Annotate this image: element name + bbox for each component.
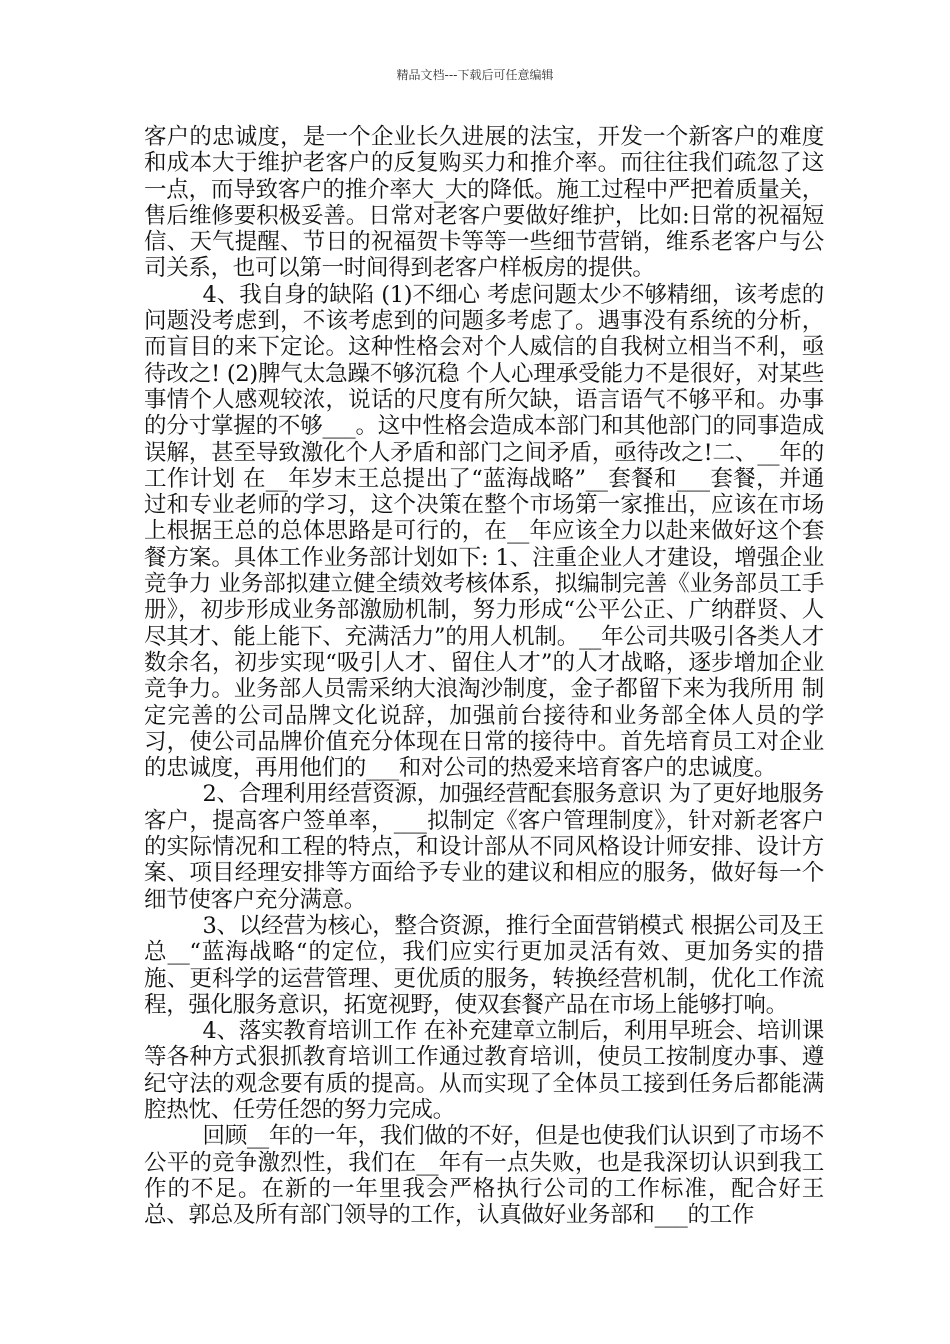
document-body <box>144 124 824 1228</box>
paragraph-personal-shortcomings: 4、我自身的缺陷 (1)不细心 考虑问题太少不够精细，该考虑的问题没考虑到，不该考虑到的问题多考虑了。遇事没有系统的分析，而盲目的来下定论。这种性格会对个人威信的自我树立相当不利，亟待改之! (2)脾气太急躁不够沉稳 个人心理承受能力不是很好，对某些事情个人感观较浓，说话的尺度有所欠缺，语言语气不够平和。办事的分寸掌握的不够___。这中性格会造成本部门和其他部门的同事造成误解，甚至导致激化个人矛盾和部门之间矛盾，亟待改之!二、__年的工作计划 在__年岁末王总提出了“蓝海战略”__套餐和___套餐，并通过和专业老师的学习，这个决策在整个市场第一家推出，应该在市场上根据王总的总体思路是可行的，在__年应该全力以赴来做好这个套餐方案。具体工作业务部计划如下: 1、注重企业人才建设，增强企业竞争力 业务部拟建立健全绩效考核体系，拟编制完善《业务部员工手册》，初步形成业务部激励机制，努力形成“公平公正、广纳群贤、人尽其才、能上能下、充满活力”的用人机制。__年公司共吸引各类人才数余名，初步实现“吸引人才、留住人才”的人才战略，逐步增加企业竞争力。业务部人员需采纳大浪淘沙制度，金子都留下来为我所用 制定完善的公司品牌文化说辞，加强前台接待和业务部全体人员的学习，使公司品牌价值充分体现在日常的接待中。首先培育员工对企业的忠诚度，再用他们的___和对公司的热爱来培育客户的忠诚度。 <box>144 281 824 782</box>
paragraph-resource-utilization: 2、合理利用经营资源，加强经营配套服务意识 为了更好地服务客户，提高客户签单率，___拟制定《客户管理制度》，针对新老客户的实际情况和工程的特点，和设计部从不同风格设计师安排、设计方案、项目经理安排等方面给予专业的建议和相应的服务，做好每一个细节使客户充分满意。 <box>144 781 824 913</box>
paragraph-customer-loyalty: 客户的忠诚度，是一个企业长久进展的法宝，开发一个新客户的难度和成本大于维护老客户的反复购买力和推介率。而往往我们疏忽了这一点，而导致客户的推介率大_大的降低。施工过程中严把着质量关，售后维修要积极妥善。日常对老客户要做好维护，比如:日常的祝福短信、天气提醒、节日的祝福贺卡等等一些细节营销，维系老客户与公司关系，也可以第一时间得到老客户样板房的提供。 <box>144 124 824 282</box>
paragraph-training-work: 4、落实教育培训工作 在补充建章立制后，利用早班会、培训课等各种方式狠抓教育培训工作通过教育培训，使员工按制度办事、遵纪守法的观念要有质的提高。从而实现了全体员工接到任务后都能满腔热忱、任劳任怨的努力完成。 <box>144 1018 824 1123</box>
paragraph-review: 回顾__年的一年，我们做的不好，但是也使我们认识到了市场不公平的竞争激烈性，我们在__年有一点失败，也是我深切认识到我工作的不足。在新的一年里我会严格执行公司的工作标准，配合好王总、郭总及所有部门领导的工作，认真做好业务部和___的工作 <box>144 1123 824 1229</box>
paragraph-marketing-model: 3、以经营为核心，整合资源，推行全面营销模式 根据公司及王总__“蓝海战略“的定位，我们应实行更加灵活有效、更加务实的措施、更科学的运营管理、更优质的服务，转换经营机制，优化工作流程，强化服务意识，拓宽视野，使双套餐产品在市场上能够打响。 <box>144 912 824 1018</box>
page-header: 精品文档---下载后可任意编辑 <box>396 68 554 82</box>
